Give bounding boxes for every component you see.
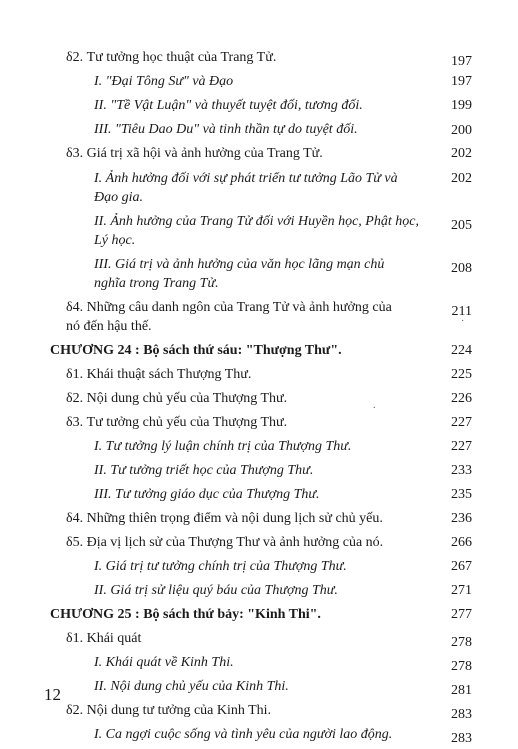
- toc-entry: [0, 677, 518, 701]
- toc-entry-page: 197: [451, 54, 472, 69]
- toc-entry-page: 267: [451, 559, 472, 574]
- toc-entry: [0, 144, 518, 169]
- toc-entry-title-continued: Lý học.: [94, 233, 136, 248]
- toc-entry-title-continued: nghĩa trong Trang Tử.: [94, 276, 219, 291]
- toc-entry-page: 271: [451, 583, 472, 598]
- toc-entry: [0, 96, 518, 120]
- page-number: 12: [44, 685, 61, 704]
- toc-entry-page: 233: [451, 463, 472, 478]
- toc-entry-title: δ2. Tư tưởng học thuật của Trang Tử.: [66, 50, 277, 65]
- print-mark: .: [373, 400, 376, 411]
- toc-entry-title: I. Giá trị tư tưởng chính trị của Thượng Thư.: [94, 559, 347, 574]
- toc-entry: [0, 48, 518, 72]
- toc-entry: [0, 72, 518, 96]
- toc-chapter: [0, 341, 518, 365]
- toc-entry-page: 202: [451, 171, 472, 186]
- toc-entry: [0, 557, 518, 581]
- toc-entry-page: 283: [451, 707, 472, 722]
- toc-chapter-title: CHƯƠNG 24 : Bộ sách thứ sáu: "Thượng Thư".: [50, 343, 342, 358]
- toc-entry-title-continued: nó đến hậu thế.: [66, 319, 152, 334]
- toc-entry: [0, 461, 518, 485]
- toc-entry-title: I. Tư tưởng lý luận chính trị của Thượng Thư.: [94, 439, 352, 454]
- toc-entry-page: 226: [451, 391, 472, 406]
- toc-entry-title: III. "Tiêu Dao Du" và tinh thần tự do tuyệt đối.: [94, 122, 358, 137]
- toc-entry-title: II. Ảnh hưởng của Trang Tử đối với Huyền học, Phật học,: [94, 214, 419, 229]
- toc-entry-page: 278: [451, 659, 472, 674]
- toc-entry: [0, 255, 518, 298]
- toc-entry-title: II. "Tề Vật Luận" và thuyết tuyệt đối, tương đối.: [94, 98, 363, 113]
- toc-entry: [0, 725, 518, 749]
- toc-entry-title: δ5. Địa vị lịch sử của Thượng Thư và ảnh hưởng của nó.: [66, 535, 384, 550]
- toc-entry: [0, 212, 518, 255]
- toc-entry-title: δ4. Những câu danh ngôn của Trang Tử và ảnh hưởng của: [66, 300, 392, 315]
- toc-chapter: [0, 605, 518, 629]
- toc-entry-title: I. "Đại Tông Sư" và Đạo: [94, 74, 234, 89]
- toc-entry: [0, 581, 518, 605]
- toc-entry: [0, 298, 518, 341]
- toc-entry-title: δ2. Nội dung tư tưởng của Kinh Thi.: [66, 703, 272, 718]
- toc-entry: [0, 413, 518, 437]
- toc-entry: [0, 653, 518, 677]
- toc-entry-page: 227: [451, 415, 472, 430]
- toc-entry-page: 227: [451, 439, 472, 454]
- toc-entry: [0, 629, 518, 653]
- toc-entry-title: I. Ca ngợi cuộc sống và tình yêu của người lao động.: [94, 727, 393, 742]
- toc-entry: [0, 120, 518, 144]
- toc-entry: [0, 509, 518, 533]
- toc-entry-page: 277: [451, 607, 472, 622]
- toc-entry-page: 199: [451, 98, 472, 113]
- toc-entry: [0, 485, 518, 509]
- toc-entry-title: δ1. Khái quát: [66, 631, 142, 646]
- toc-entry-page: 278: [451, 635, 472, 650]
- toc-entry-page: 197: [451, 74, 472, 89]
- toc-entry-page: 205: [451, 218, 472, 233]
- toc-entry-title: II. Nội dung chủ yếu của Kinh Thi.: [94, 679, 289, 694]
- toc-entry-title: I. Ảnh hưởng đối với sự phát triển tư tưởng Lão Tử và: [94, 171, 398, 186]
- toc-entry-page: 281: [451, 683, 472, 698]
- toc-entry-title: III. Tư tưởng giáo dục của Thượng Thư.: [94, 487, 320, 502]
- toc-entry-title-continued: Đạo gia.: [94, 190, 143, 205]
- toc-entry-title: δ2. Nội dung chủ yếu của Thượng Thư.: [66, 391, 288, 406]
- toc-entry-page: 236: [451, 511, 472, 526]
- toc-entry: [0, 437, 518, 461]
- toc-entry-title: III. Giá trị và ảnh hưởng của văn học lãng mạn chủ: [94, 257, 385, 272]
- toc-entry-page: 235: [451, 487, 472, 502]
- toc-entry: [0, 169, 518, 212]
- toc-entry-title: δ1. Khái thuật sách Thượng Thư.: [66, 367, 252, 382]
- toc-entry-page: 208: [451, 261, 472, 276]
- toc-entry-page: 266: [451, 535, 472, 550]
- toc-entry-page: 200: [451, 123, 472, 138]
- toc-entry: [0, 389, 518, 413]
- toc-entry: [0, 365, 518, 389]
- toc-entry-page: 225: [451, 367, 472, 382]
- toc-entry-page: 202: [451, 146, 472, 161]
- toc-entry-page: 224: [451, 343, 472, 358]
- toc-chapter-title: CHƯƠNG 25 : Bộ sách thứ bảy: "Kinh Thi".: [50, 607, 321, 622]
- toc-entry-title: I. Khái quát về Kinh Thi.: [94, 655, 234, 670]
- toc-entry-page: 211: [451, 304, 472, 319]
- toc-entry-page: 283: [451, 731, 472, 746]
- toc-entry-title: δ3. Giá trị xã hội và ảnh hưởng của Trang Tử.: [66, 146, 323, 161]
- print-mark: ·: [461, 316, 465, 327]
- toc-entry-title: δ3. Tư tưởng chủ yếu của Thượng Thư.: [66, 415, 288, 430]
- toc-entry-title: II. Giá trị sử liệu quý báu của Thượng Thư.: [94, 583, 338, 598]
- toc-entry-title: II. Tư tưởng triết học của Thượng Thư.: [94, 463, 314, 478]
- toc-entry-title: δ4. Những thiên trọng điểm và nội dung lịch sử chủ yếu.: [66, 511, 383, 526]
- toc-entry: [0, 701, 518, 725]
- toc-entry: [0, 533, 518, 557]
